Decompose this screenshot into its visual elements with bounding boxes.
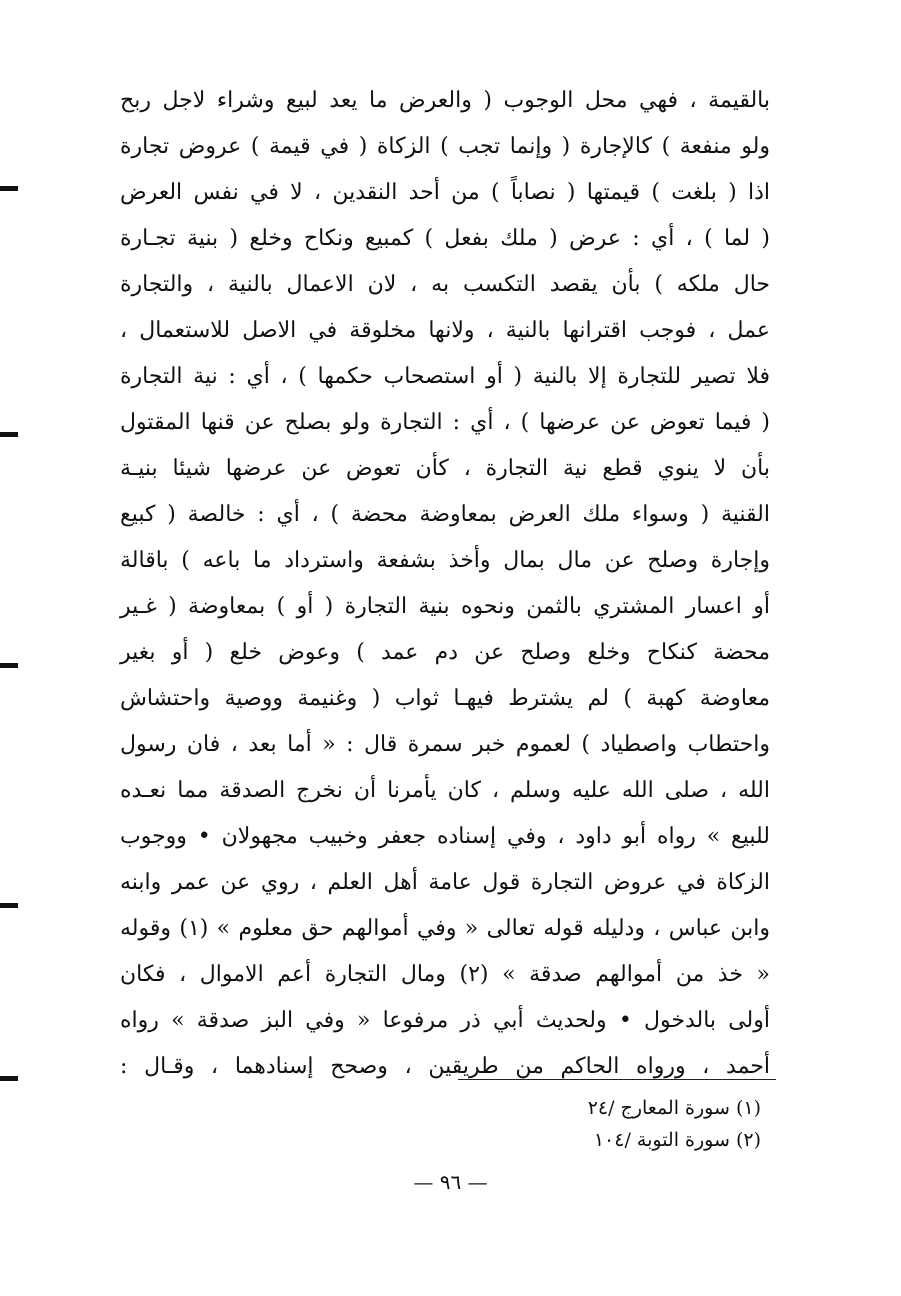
scan-edge-mark bbox=[0, 432, 18, 437]
text-line: القنية ( وسواء ملك العرض بمعاوضة محضة ) ، أي : خالصة ( كبيع bbox=[120, 502, 770, 527]
footnote-separator bbox=[458, 1079, 776, 1080]
text-line: اذا ( بلغت ) قيمتها ( نصاباً ) من أحد النقدين ، لا في نفس العرض bbox=[120, 180, 770, 205]
main-text-block bbox=[120, 78, 770, 1090]
text-line: الله ، صلى الله عليه وسلم ، كان يأمرنا أن نخرج الصدقة مما نعـده bbox=[120, 778, 770, 803]
text-line: أحمد ، ورواه الحاكم من طريقين ، وصحح إسنادهما ، وقـال : bbox=[120, 1054, 770, 1079]
scan-edge-mark bbox=[0, 903, 18, 908]
text-line: « خذ من أموالهم صدقة » (٢) ومال التجارة أعم الاموال ، فكان bbox=[120, 962, 770, 987]
text-line: بالقيمة ، فهي محل الوجوب ( والعرض ما يعد لبيع وشراء لاجل ربح bbox=[120, 88, 770, 113]
text-line: وابن عباس ، ودليله قوله تعالى « وفي أموالهم حق معلوم » (١) وقوله bbox=[120, 916, 770, 941]
text-line: أو اعسار المشتري بالثمن ونحوه بنية التجارة ( أو ) بمعاوضة ( غـير bbox=[120, 594, 770, 619]
text-line: بأن لا ينوي قطع نية التجارة ، كأن تعوض عن عرضها شيئا بنيـة bbox=[120, 456, 770, 481]
text-line: واحتطاب واصطياد ) لعموم خبر سمرة قال : « أما بعد ، فان رسول bbox=[120, 732, 770, 757]
text-line: فلا تصير للتجارة إلا بالنية ( أو استصحاب حكمها ) ، أي : نية التجارة bbox=[120, 364, 770, 389]
text-line: معاوضة كهبة ) لم يشترط فيهـا ثواب ( وغنيمة ووصية واحتشاش bbox=[120, 686, 770, 711]
text-line: ( لما ) ، أي : عرض ( ملك بفعل ) كمبيع ونكاح وخلع ( بنية تجـارة bbox=[120, 226, 770, 251]
footnotes bbox=[588, 1092, 761, 1156]
page-number: — ٩٦ — bbox=[413, 1170, 488, 1194]
scan-edge-mark bbox=[0, 1076, 18, 1081]
footnote-2: (٢) سورة التوبة /١٠٤ bbox=[593, 1129, 761, 1151]
text-line: ( فيما تعوض عن عرضها ) ، أي : التجارة ولو بصلح عن قنها المقتول bbox=[120, 410, 770, 435]
text-line: وإجارة وصلح عن مال بمال وأخذ بشفعة واسترداد ما باعه ) باقالة bbox=[120, 548, 770, 573]
text-line: للبيع » رواه أبو داود ، وفي إسناده جعفر وخبيب مجهولان • ووجوب bbox=[120, 824, 770, 849]
text-line: محضة كنكاح وخلع وصلح عن دم عمد ) وعوض خلع ( أو بغير bbox=[120, 640, 770, 665]
scan-edge-mark bbox=[0, 663, 18, 668]
scan-edge-mark bbox=[0, 186, 18, 191]
text-line: ولو منفعة ) كالإجارة ( وإنما تجب ) الزكاة ( في قيمة ) عروض تجارة bbox=[120, 134, 770, 159]
text-line: حال ملكه ) بأن يقصد التكسب به ، لان الاعمال بالنية ، والتجارة bbox=[120, 272, 770, 297]
text-line: الزكاة في عروض التجارة قول عامة أهل العلم ، روي عن عمر وابنه bbox=[120, 870, 770, 895]
text-line: عمل ، فوجب اقترانها بالنية ، ولانها مخلوقة في الاصل للاستعمال ، bbox=[120, 318, 770, 343]
text-line: أولى بالدخول • ولحديث أبي ذر مرفوعا « وفي البز صدقة » رواه bbox=[120, 1008, 770, 1033]
footnote-1: (١) سورة المعارج /٢٤ bbox=[587, 1097, 761, 1119]
